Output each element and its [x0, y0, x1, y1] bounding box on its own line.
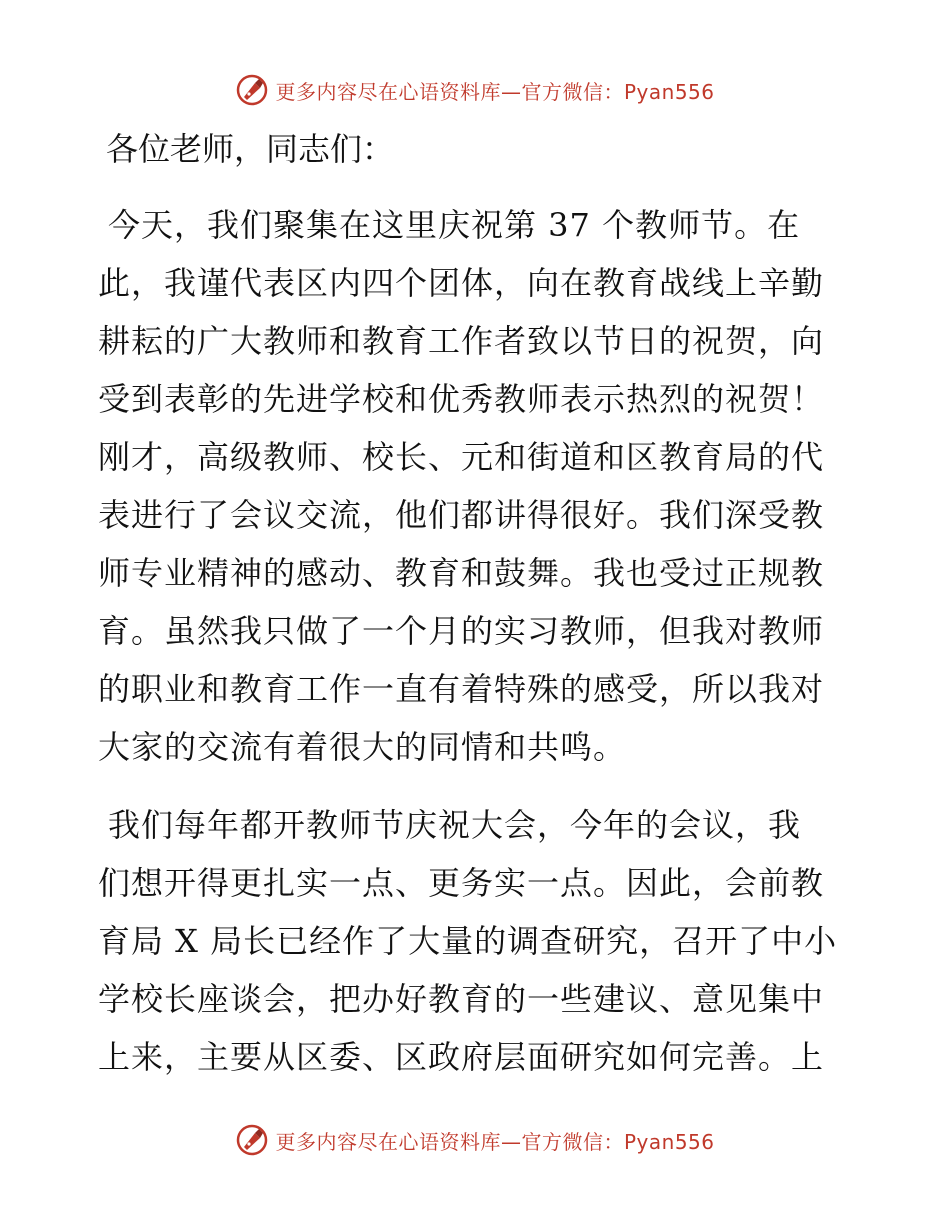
pen-nib-logo-icon [235, 73, 269, 107]
text-line: 的职业和教育工作一直有着特殊的感受，所以我对 [98, 670, 825, 708]
watermark-text [275, 1126, 714, 1155]
document-body [98, 120, 858, 1086]
pen-nib-logo-icon [235, 1123, 269, 1157]
paragraph-2 [98, 796, 858, 1086]
text-line: 上来，主要从区委、区政府层面研究如何完善。上 [98, 1038, 825, 1076]
text-line: 表进行了会议交流，他们都讲得很好。我们深受教 [98, 496, 825, 534]
watermark-label: 更多内容尽在心语资料库—官方微信： [275, 79, 624, 104]
text-line: 刚才，高级教师、校长、元和街道和区教育局的代 [98, 438, 825, 476]
watermark-wechat-id: Pyan556 [623, 1129, 715, 1154]
text-line: 受到表彰的先进学校和优秀教师表示热烈的祝贺！ [98, 380, 825, 418]
text-line: 大家的交流有着很大的同情和共鸣。 [98, 728, 627, 766]
watermark-footer [0, 1120, 950, 1160]
text-line: 此，我谨代表区内四个团体，向在教育战线上辛勤 [98, 264, 825, 302]
paragraph-1 [98, 196, 858, 776]
watermark-text [275, 76, 714, 105]
watermark-label: 更多内容尽在心语资料库—官方微信： [275, 1129, 624, 1154]
text-line: 师专业精神的感动、教育和鼓舞。我也受过正规教 [98, 554, 825, 592]
text-line: 们想开得更扎实一点、更务实一点。因此，会前教 [98, 864, 825, 902]
salutation: 各位老师，同志们： [106, 130, 395, 168]
text-line: 育局 X 局长已经作了大量的调查研究，召开了中小 [98, 922, 838, 960]
text-line: 我们每年都开教师节庆祝大会，今年的会议，我 [108, 806, 802, 844]
text-line: 学校长座谈会，把办好教育的一些建议、意见集中 [98, 980, 825, 1018]
watermark-wechat-id: Pyan556 [623, 79, 715, 104]
watermark-header [0, 70, 950, 110]
text-line: 耕耘的广大教师和教育工作者致以节日的祝贺，向 [98, 322, 825, 360]
text-line: 育。虽然我只做了一个月的实习教师，但我对教师 [98, 612, 825, 650]
text-line: 今天，我们聚集在这里庆祝第 37 个教师节。在 [108, 206, 801, 244]
